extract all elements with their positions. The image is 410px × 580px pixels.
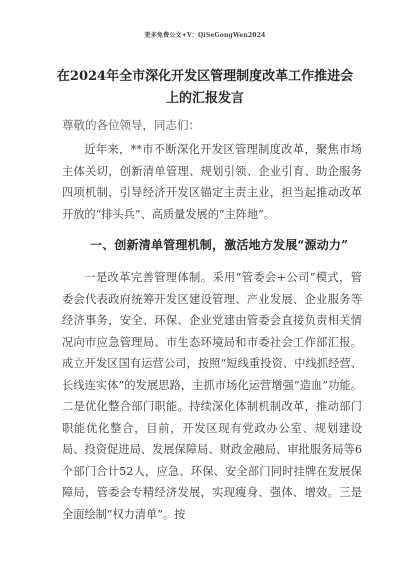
body-paragraph-intro: 近年来，**市不断深化开发区管理制度改革，聚焦市场主体关切，创新清单管理、规划引领、企业引育、助企服务四项机制，引导经济开发区锚定主责主业，担当起推动改革开放的“排头兵”、高质量发展的“主阵地”。 <box>62 143 362 221</box>
section-heading: 一、创新清单管理机制，激活地方发展“源动力” <box>90 238 349 252</box>
salutation: 尊敬的各位领导，同志们： <box>62 118 200 132</box>
header-note: 更多免费公文+V：QiSeGongWen2024 <box>144 32 266 39</box>
body-paragraph-section-1: 一是改革完善管理体制。采用“管委会+公司”模式，管委会代表政府统筹开发区建设管理、产业发展、企业服务等经济事务，安全、环保、企业党建由管委会直接负责相关情况向市应急管理局、市生态环境局和市委社会工作部汇报。成立开发区国有运营公司，按照“短线重投资、中线抓经营、长线连实体”的发展思路，主抓市场化运营增强“造血”功能。二是优化整合部门职能。持续深化体制机制改革，推动部门职能优化整合，目前，开发区现有党政办公室、规划建设局、投资促进局、发展保障局、财政金融局、审批服务局等6个部门合计52人，应急、环保、安全部门同时挂牌在发展保障局，管委会专精经济发展，实现瘦身、强体、增效。三是全面绘制“权力清单”。按 <box>62 271 362 521</box>
document-title: 在2024年全市深化开发区管理制度改革工作推进会上的汇报发言 <box>56 69 354 106</box>
